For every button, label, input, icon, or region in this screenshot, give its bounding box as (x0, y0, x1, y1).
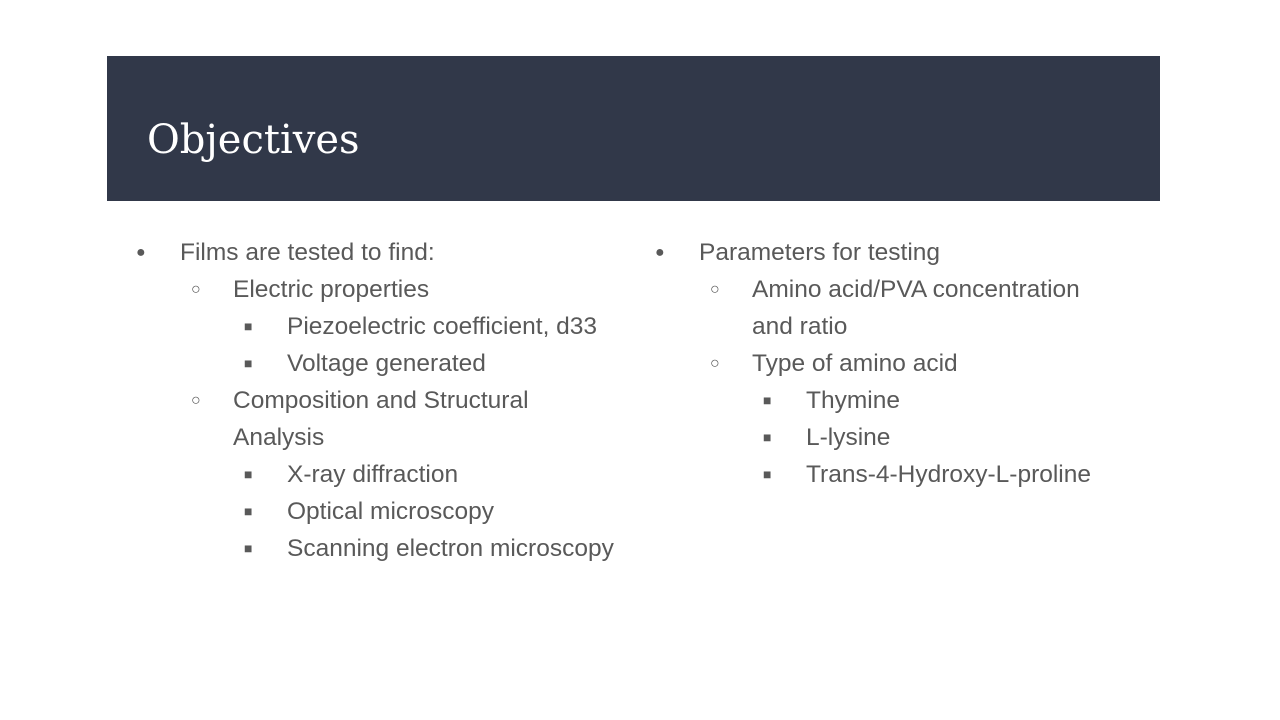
title-bar (107, 56, 1160, 201)
bullet-square-icon: ■ (244, 318, 253, 334)
list-item-text: Voltage generated (287, 350, 486, 377)
list-item (655, 419, 1135, 456)
list-item (655, 345, 1135, 382)
bullet-disc-icon: ● (136, 244, 146, 261)
list-item-text-continued: and ratio (752, 313, 848, 340)
list-item-text: Optical microscopy (287, 498, 494, 525)
list-item (655, 456, 1135, 493)
slide-title: Objectives (147, 117, 360, 163)
bullet-square-icon: ■ (763, 429, 772, 445)
bullet-square-icon: ■ (244, 466, 253, 482)
list-item-text: Thymine (806, 387, 900, 414)
list-item-text: Parameters for testing (699, 239, 941, 266)
bullet-circle-icon: ○ (710, 281, 720, 298)
list-item-text: Piezoelectric coefficient, d33 (287, 313, 598, 340)
list-item (136, 493, 646, 530)
bullet-disc-icon: ● (655, 244, 665, 261)
bullet-square-icon: ■ (763, 392, 772, 408)
list-item-text: X-ray diffraction (287, 461, 459, 488)
bullet-circle-icon: ○ (191, 392, 201, 409)
list-item-text: Trans-4-Hydroxy-L-proline (806, 461, 1092, 488)
list-item-text: Scanning electron microscopy (287, 535, 614, 562)
list-item (136, 234, 646, 271)
list-item-text: Amino acid/PVA concentration (752, 276, 1080, 303)
list-item-text: Type of amino acid (752, 350, 958, 377)
list-item (655, 382, 1135, 419)
list-item-text: Electric properties (233, 276, 430, 303)
list-item (136, 456, 646, 493)
bullet-circle-icon: ○ (191, 281, 201, 298)
bullet-circle-icon: ○ (710, 355, 720, 372)
list-item-text: Composition and Structural (233, 387, 529, 414)
list-item (136, 530, 646, 567)
list-item (136, 382, 646, 456)
list-item-text-continued: Analysis (233, 424, 325, 451)
left-bullet-list (136, 234, 646, 567)
bullet-square-icon: ■ (244, 540, 253, 556)
bullet-square-icon: ■ (244, 503, 253, 519)
list-item (136, 308, 646, 345)
list-item (655, 234, 1135, 271)
bullet-square-icon: ■ (244, 355, 253, 371)
bullet-square-icon: ■ (763, 466, 772, 482)
list-item-text: L-lysine (806, 424, 891, 451)
right-bullet-list (655, 234, 1135, 493)
list-item-text: Films are tested to find: (180, 239, 435, 266)
list-item (136, 271, 646, 308)
list-item (136, 345, 646, 382)
list-item (655, 271, 1135, 345)
